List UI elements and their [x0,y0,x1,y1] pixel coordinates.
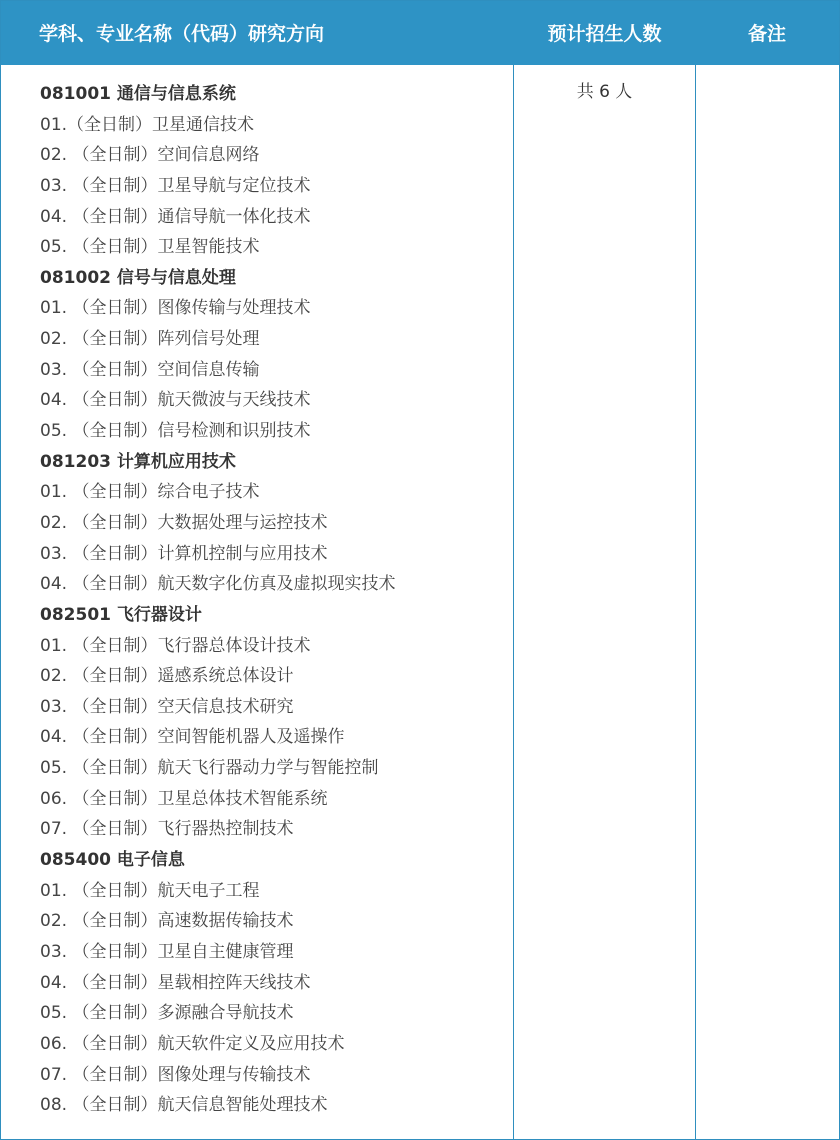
direction-item: 01. （全日制）飞行器总体设计技术 [40,635,311,656]
direction-item: 08. （全日制）航天信息智能处理技术 [40,1095,328,1116]
direction-item: 02. （全日制）大数据处理与运控技术 [40,512,328,533]
direction-item: 01.（全日制）卫星通信技术 [40,114,255,135]
direction-item: 02. （全日制）阵列信号处理 [40,329,260,350]
direction-item: 03. （全日制）卫星导航与定位技术 [40,175,311,196]
direction-item: 04. （全日制）空间智能机器人及遥操作 [40,727,345,748]
major-heading: 081002 信号与信息处理 [40,267,236,288]
direction-item: 03. （全日制）空天信息技术研究 [40,696,294,717]
header-note: 备注 [747,23,786,45]
direction-item: 07. （全日制）图像处理与传输技术 [40,1064,311,1085]
direction-item: 03. （全日制）计算机控制与应用技术 [40,543,328,564]
major-heading: 085400 电子信息 [40,850,185,871]
direction-item: 05. （全日制）航天飞行器动力学与智能控制 [40,758,379,779]
direction-item: 02. （全日制）高速数据传输技术 [40,911,294,932]
direction-item: 03. （全日制）空间信息传输 [40,359,260,380]
header-count: 预计招生人数 [547,23,662,45]
enrollment-count: 共 6 人 [576,82,633,102]
direction-item: 01. （全日制）图像传输与处理技术 [40,298,311,319]
major-heading: 081001 通信与信息系统 [40,84,236,104]
direction-item: 01. （全日制）综合电子技术 [40,482,260,503]
direction-item: 06. （全日制）卫星总体技术智能系统 [40,788,328,809]
direction-item: 01. （全日制）航天电子工程 [40,880,260,901]
direction-item: 04. （全日制）通信导航一体化技术 [40,206,311,227]
direction-item: 04. （全日制）航天数字化仿真及虚拟现实技术 [40,574,396,595]
direction-item: 05. （全日制）多源融合导航技术 [40,1003,294,1024]
direction-item: 05. （全日制）信号检测和识别技术 [40,421,311,442]
direction-item: 05. （全日制）卫星智能技术 [40,237,260,258]
direction-item: 02. （全日制）遥感系统总体设计 [40,666,294,687]
column-divider-count [513,65,514,1139]
direction-item: 04. （全日制）星载相控阵天线技术 [40,972,311,993]
major-heading: 082501 飞行器设计 [40,604,202,625]
table-header [1,1,839,65]
column-divider-note [695,65,696,1139]
header-subject: 学科、专业名称（代码）研究方向 [39,23,325,45]
major-heading: 081203 计算机应用技术 [40,451,236,472]
direction-item: 04. （全日制）航天微波与天线技术 [40,390,311,411]
direction-item: 03. （全日制）卫星自主健康管理 [40,941,294,962]
direction-item: 02. （全日制）空间信息网络 [40,145,260,166]
direction-item: 07. （全日制）飞行器热控制技术 [40,819,294,840]
direction-list [40,79,510,1121]
direction-item: 06. （全日制）航天软件定义及应用技术 [40,1033,345,1054]
